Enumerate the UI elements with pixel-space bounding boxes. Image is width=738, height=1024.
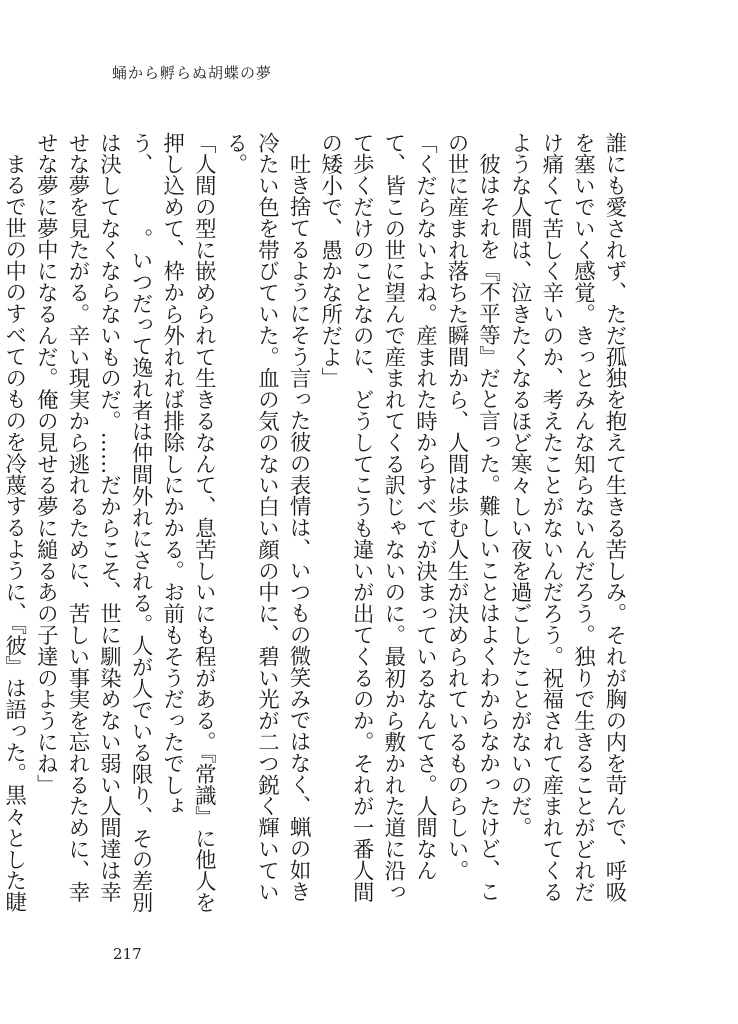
paragraph: 彼はそれを『不平等』だと言った。難しいことはよくわからなかったけど、この世に産まれ落ちた瞬間から、人間は歩む人生が決められているものらしい。 [444, 132, 501, 903]
page-number: 217 [113, 945, 142, 963]
paragraph: まるで世の中のすべてのものを冷蔑するように、『彼』は語った。黒々とした睫 [1, 153, 27, 914]
paragraph: 吐き捨てるようにそう言った彼の表情は、いつもの微笑みではなく、蝋の如き冷たい色を帯びていた。血の気のない白い顔の中に、碧い光が二つ鋭く輝いている。 [222, 132, 312, 903]
vertical-body-text [1, 132, 630, 922]
paragraph: 誰にも愛されず、ただ孤独を抱えて生きる苦しみ。それが胸の内を苛んで、呼吸を塞いでいく感覚。きっとみんな知らないんだろう。独りで生きることがどれだけ痛くて苦しく辛いのか、考えたことがないんだろう。祝福されて産まれてくるような人間は、泣きたくなるほど寒々しい夜を過ごしたことがないのだ。 [507, 132, 627, 903]
running-header: 蛹から孵らぬ胡蝶の夢 [112, 64, 273, 82]
paragraph: 「人間の型に嵌められて生きるなんて、息苦しいにも程がある。『常識』に他人を押し込めて、枠から外れれば排除しにかかる。お前もそうだったでしょう、 。いつだって逸れ者は仲間外れにされる。人が人でいる限り、その差別は決してなくならないものだ。……だからこそ、世に馴染めない弱い人間達は幸せな夢を見たがる。辛い現実から逃れるために、苦しい事実を忘れるために、幸せな夢に夢中になるんだ。俺の見せる夢に縋るあの子達のようにね」 [33, 132, 217, 914]
paragraph: 「くだらないよね。産まれた時からすべてが決まっているなんてさ。人間なんて、皆この世に望んで産まれてくる訳じゃないのに。最初から敷かれた道に沿って歩くだけのことなのに、どうしてこうも違いが出てくるのか。それが一番人間の矮小で、愚かな所だよ」 [317, 132, 438, 903]
